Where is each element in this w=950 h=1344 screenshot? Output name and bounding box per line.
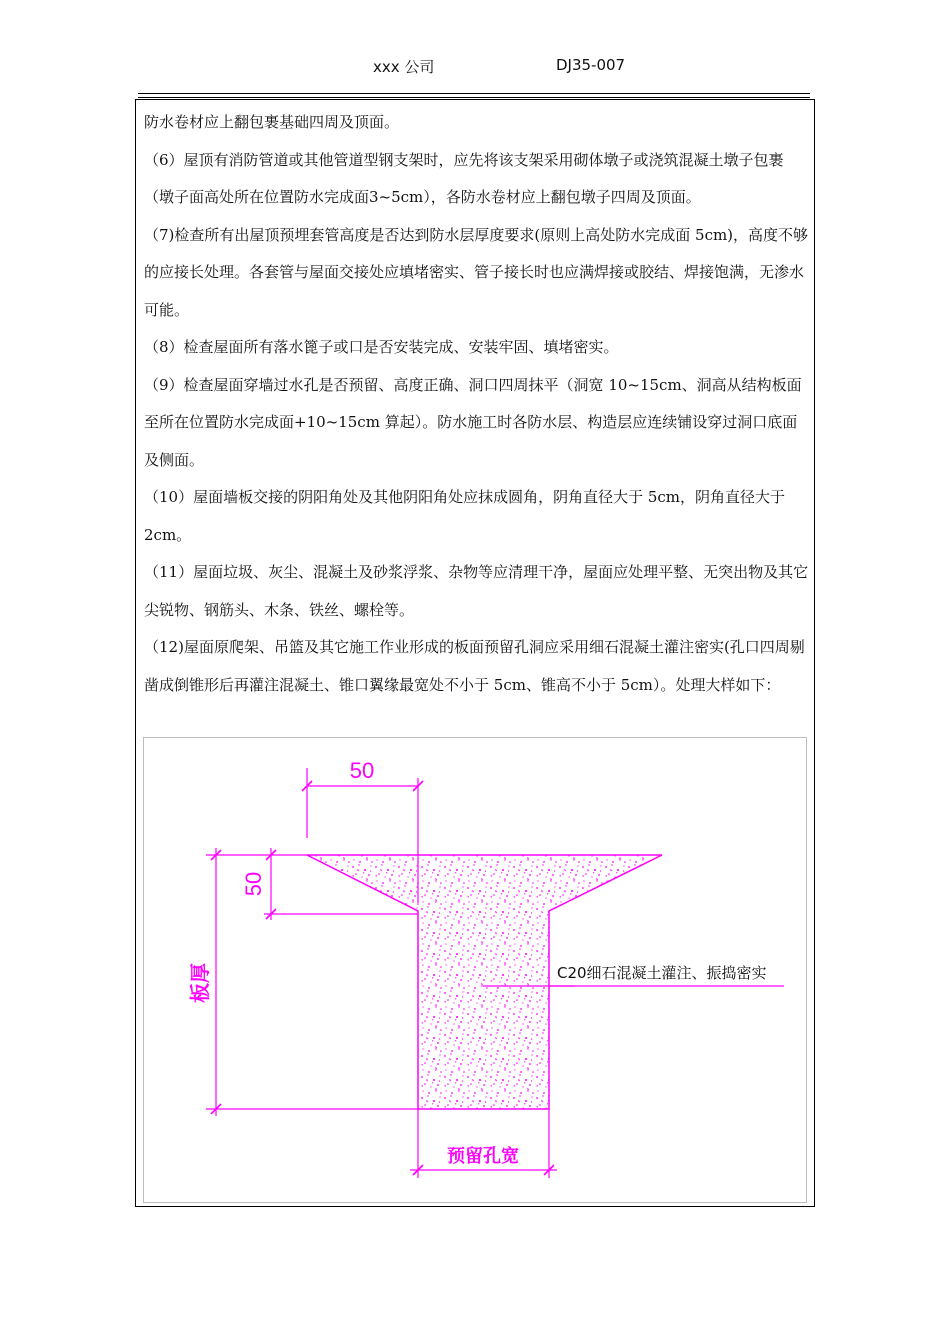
body-text — [144, 104, 810, 704]
paragraph: （12)屋面原爬架、吊篮及其它施工作业形成的板面预留孔洞应采用细石混凝土灌注密实(孔口四周剔凿成倒锥形后再灌注混凝土、锥口翼缘最宽处不小于 5cm、锥高不小于 5cm）。处理大样如下： — [144, 638, 805, 694]
header-rule-bottom — [138, 97, 810, 98]
callout-label: C20细石混凝土灌注、振捣密实 — [557, 964, 767, 982]
hole-width-label: 预留孔宽 — [447, 1146, 519, 1167]
detail-drawing — [143, 737, 807, 1203]
paragraph: （11）屋面垃圾、灰尘、混凝土及砂浆浮浆、杂物等应清理干净，屋面应处理平整、无突出物及其它尖锐物、钢筋头、木条、铁丝、螺栓等。 — [144, 563, 809, 619]
paragraph: （10）屋面墙板交接的阴阳角处及其他阴阳角处应抹成圆角，阴角直径大于 5cm，阴角直径大于 2cm。 — [144, 488, 786, 544]
dim-top-label: 50 — [349, 758, 375, 783]
plate-thickness-label: 板厚 — [188, 963, 212, 1003]
company-name: xxx 公司 — [373, 58, 435, 76]
detail-drawing-svg — [144, 738, 808, 1204]
header-rule-top — [138, 93, 810, 94]
paragraph: （9）检查屋面穿墙过水孔是否预留、高度正确、洞口四周抹平（洞宽 10~15cm、洞高从结构板面至所在位置防水完成面+10~15cm 算起）。防水施工时各防水层、构造层应连续铺设穿过洞口底面及侧面。 — [144, 375, 802, 469]
page-header — [0, 52, 950, 82]
document-code: DJ35-007 — [556, 56, 626, 74]
dim-side-label: 50 — [241, 871, 266, 897]
paragraph: （8）检查屋面所有落水篦子或口是否安装完成、安装牢固、填堵密实。 — [144, 338, 619, 356]
paragraph: （7)检查所有出屋顶预埋套管高度是否达到防水层厚度要求(原则上高处防水完成面 5cm)，高度不够的应接长处理。各套管与屋面交接处应填堵密实、管子接长时也应满焊接或胶结、焊接饱满，无渗水可能。 — [144, 225, 809, 319]
paragraph: 防水卷材应上翻包裹基础四周及顶面。 — [144, 113, 400, 131]
concrete-plug — [307, 855, 662, 1109]
paragraph: （6）屋顶有消防管道或其他管道型钢支架时，应先将该支架采用砌体墩子或浇筑混凝土墩子包裹（墩子面高处所在位置防水完成面3~5cm），各防水卷材应上翻包墩子四周及顶面。 — [144, 150, 784, 206]
